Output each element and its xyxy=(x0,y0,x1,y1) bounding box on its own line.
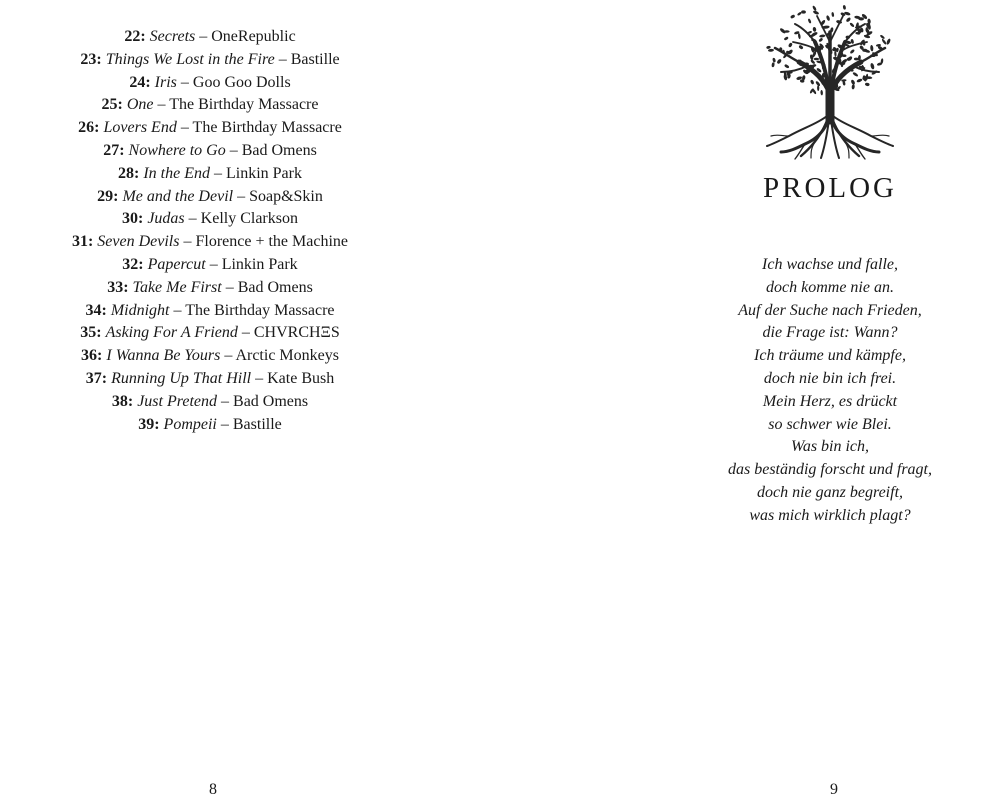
track-title: Papercut xyxy=(147,255,206,273)
track-title: I Wanna Be Yours xyxy=(106,347,221,365)
track-artist: OneRepublic xyxy=(211,28,296,45)
track-title: Judas xyxy=(147,210,185,228)
track-title: Things We Lost in the Fire xyxy=(105,50,275,68)
track-separator: – xyxy=(176,73,193,91)
track-item xyxy=(0,208,420,231)
track-artist: Bad Omens xyxy=(233,392,309,410)
track-artist: Linkin Park xyxy=(225,164,302,182)
track-artist: Bastille xyxy=(290,50,340,68)
track-number: 38: xyxy=(111,392,134,410)
track-separator: – xyxy=(221,278,238,296)
track-artist: Bad Omens xyxy=(241,141,317,159)
track-artist: Linkin Park xyxy=(221,255,298,273)
track-separator: – xyxy=(237,324,254,342)
track-artist: The Birthday Massacre xyxy=(169,96,319,114)
track-item xyxy=(0,26,420,49)
right-page xyxy=(660,0,1000,800)
track-item xyxy=(0,117,420,140)
track-separator: – xyxy=(225,141,242,159)
track-item xyxy=(0,186,420,209)
track-separator: – xyxy=(274,50,291,68)
track-number: 29: xyxy=(97,187,119,205)
track-number: 39: xyxy=(138,415,160,433)
track-item xyxy=(0,300,420,323)
track-item xyxy=(0,391,420,414)
track-item xyxy=(0,277,420,300)
track-number: 25: xyxy=(101,96,123,114)
track-title: Pompeii xyxy=(163,415,217,433)
track-item xyxy=(0,414,420,437)
track-item xyxy=(0,94,420,117)
track-number: 33: xyxy=(107,278,129,296)
poem-line: Mein Herz, es drückt xyxy=(762,392,898,410)
poem-line: doch komme nie an. xyxy=(766,278,894,296)
track-number: 31: xyxy=(71,233,94,251)
track-item xyxy=(0,49,420,72)
page-number-right: 9 xyxy=(830,781,838,798)
poem-line: so schwer wie Blei. xyxy=(768,415,892,433)
track-title: Seven Devils xyxy=(97,233,180,251)
track-separator: – xyxy=(217,392,234,410)
track-number: 23: xyxy=(80,50,102,68)
track-number: 32: xyxy=(122,255,144,273)
track-title: Lovers End xyxy=(103,119,177,137)
track-number: 26: xyxy=(78,119,100,137)
track-number: 36: xyxy=(81,347,103,365)
track-number: 30: xyxy=(122,210,144,228)
track-item xyxy=(0,345,420,368)
track-number: 27: xyxy=(103,141,125,159)
track-artist: Arctic Monkeys xyxy=(235,347,339,365)
track-artist: Bastille xyxy=(232,415,282,433)
tree-of-life-icon xyxy=(755,2,905,160)
poem-line: doch nie bin ich frei. xyxy=(763,369,897,387)
poem-line: Auf der Suche nach Frieden, xyxy=(738,301,922,319)
track-artist: Kelly Clarkson xyxy=(200,210,298,228)
poem-line: doch nie ganz begreift, xyxy=(756,483,904,501)
track-artist: Kate Bush xyxy=(267,369,335,387)
poem-line: Was bin ich, xyxy=(790,438,870,456)
track-artist: The Birthday Massacre xyxy=(185,301,335,319)
track-separator: – xyxy=(153,96,170,114)
poem-line: das beständig forscht und fragt, xyxy=(727,461,932,479)
track-item xyxy=(0,368,420,391)
track-separator: – xyxy=(251,369,268,387)
track-number: 37: xyxy=(85,369,108,387)
track-separator: – xyxy=(205,255,222,273)
track-separator: – xyxy=(184,210,201,228)
track-item xyxy=(0,254,420,277)
track-artist: Bad Omens xyxy=(237,278,313,296)
left-page xyxy=(0,0,420,800)
poem-line: Ich wachse und falle, xyxy=(762,256,898,273)
track-item xyxy=(0,322,420,345)
track-separator: – xyxy=(195,28,212,45)
track-item xyxy=(0,231,420,254)
track-separator: – xyxy=(220,347,236,365)
track-separator: – xyxy=(233,187,250,205)
track-title: Running Up That Hill xyxy=(111,369,252,387)
track-title: Secrets xyxy=(149,28,196,45)
track-artist: Florence + the Machine xyxy=(195,233,349,251)
track-title: Just Pretend xyxy=(137,392,218,410)
track-title: Iris xyxy=(154,73,177,91)
track-title: One xyxy=(126,96,154,114)
track-item xyxy=(0,72,420,95)
track-number: 28: xyxy=(118,164,140,182)
track-artist: The Birthday Massacre xyxy=(192,119,342,137)
track-number: 24: xyxy=(129,73,151,91)
track-separator: – xyxy=(209,164,226,182)
track-title: Me and the Devil xyxy=(122,187,234,205)
track-artist: Goo Goo Dolls xyxy=(192,73,291,91)
poem-line: die Frage ist: Wann? xyxy=(762,324,898,342)
track-separator: – xyxy=(176,119,193,137)
track-title: Take Me First xyxy=(132,278,222,296)
playlist xyxy=(0,26,420,436)
track-separator: – xyxy=(179,233,196,251)
track-title: In the End xyxy=(143,164,210,182)
track-number: 22: xyxy=(124,28,146,45)
track-title: Asking For A Friend xyxy=(105,324,238,342)
track-separator: – xyxy=(216,415,233,433)
page-number-left: 8 xyxy=(209,781,217,798)
poem-line: was mich wirklich plagt? xyxy=(749,506,911,524)
track-number: 34: xyxy=(85,301,107,319)
track-artist: Soap&Skin xyxy=(249,187,323,205)
poem xyxy=(660,254,1000,528)
track-separator: – xyxy=(169,301,186,319)
track-item xyxy=(0,140,420,163)
track-number: 35: xyxy=(80,324,102,342)
chapter-title: PROLOG xyxy=(762,172,897,204)
track-title: Midnight xyxy=(110,301,170,319)
track-item xyxy=(0,163,420,186)
track-title: Nowhere to Go xyxy=(128,141,226,159)
poem-line: Ich träume und kämpfe, xyxy=(754,347,906,365)
track-artist: CHVRCHΞS xyxy=(253,324,340,342)
